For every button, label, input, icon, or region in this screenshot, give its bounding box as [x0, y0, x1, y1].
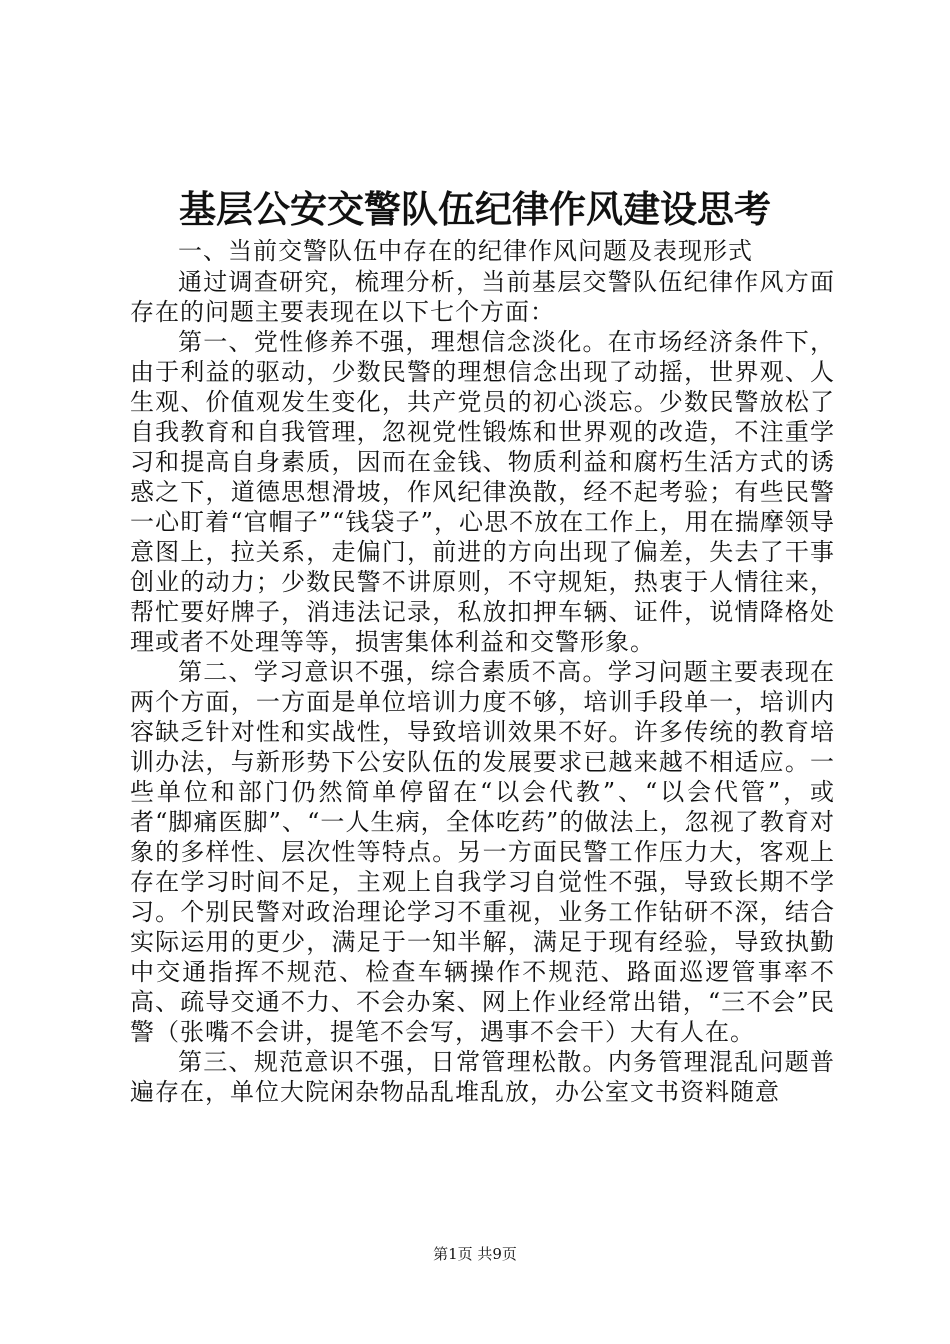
- document-body: [130, 236, 835, 1107]
- section-heading: 一、当前交警队伍中存在的纪律作风问题及表现形式: [178, 237, 753, 265]
- paragraph-third-point: 第三、规范意识不强，日常管理松散。内务管理混乱问题普遍存在，单位大院闲杂物品乱堆乱放，办公室文书资料随意: [130, 1048, 835, 1106]
- paragraph-second-point: 第二、学习意识不强，综合素质不高。学习问题主要表现在两个方面，一方面是单位培训力度不够，培训手段单一，培训内容缺乏针对性和实战性，导致培训效果不好。许多传统的教育培训办法，与新形势下公安队伍的发展要求已越来越不相适应。一些单位和部门仍然简单停留在“以会代教”、“以会代管”，或者“脚痛医脚”、“一人生病，全体吃药”的做法上，忽视了教育对象的多样性、层次性等特点。另一方面民警工作压力大，客观上存在学习时间不足，主观上自我学习自觉性不强，导致长期不学习。个别民警对政治理论学习不重视，业务工作钻研不深，结合实际运用的更少，满足于一知半解，满足于现有经验，导致执勤中交通指挥不规范、检查车辆操作不规范、路面巡逻管事率不高、疏导交通不力、不会办案、网上作业经常出错，“三不会”民警（张嘴不会讲，提笔不会写，遇事不会干）大有人在。: [130, 658, 835, 1046]
- paragraph-first-point: 第一、党性修养不强，理想信念淡化。在市场经济条件下，由于利益的驱动，少数民警的理想信念出现了动摇，世界观、人生观、价值观发生变化，共产党员的初心淡忘。少数民警放松了自我教育和自我管理，忽视党性锻炼和世界观的改造，不注重学习和提高自身素质，因而在金钱、物质利益和腐朽生活方式的诱惑之下，道德思想滑坡，作风纪律涣散，经不起考验；有些民警一心盯着“官帽子”“钱袋子”，心思不放在工作上，用在揣摩领导意图上，拉关系，走偏门，前进的方向出现了偏差，失去了干事创业的动力；少数民警不讲原则，不守规矩，热衷于人情往来，帮忙要好牌子，消违法记录，私放扣押车辆、证件，说情降格处理或者不处理等等，损害集体利益和交警形象。: [130, 328, 835, 656]
- page-footer: 第1页 共9页: [433, 1245, 517, 1263]
- document-title: 基层公安交警队伍纪律作风建设思考: [179, 187, 771, 231]
- intro-paragraph: 通过调查研究，梳理分析，当前基层交警队伍纪律作风方面存在的问题主要表现在以下七个方面：: [130, 268, 835, 326]
